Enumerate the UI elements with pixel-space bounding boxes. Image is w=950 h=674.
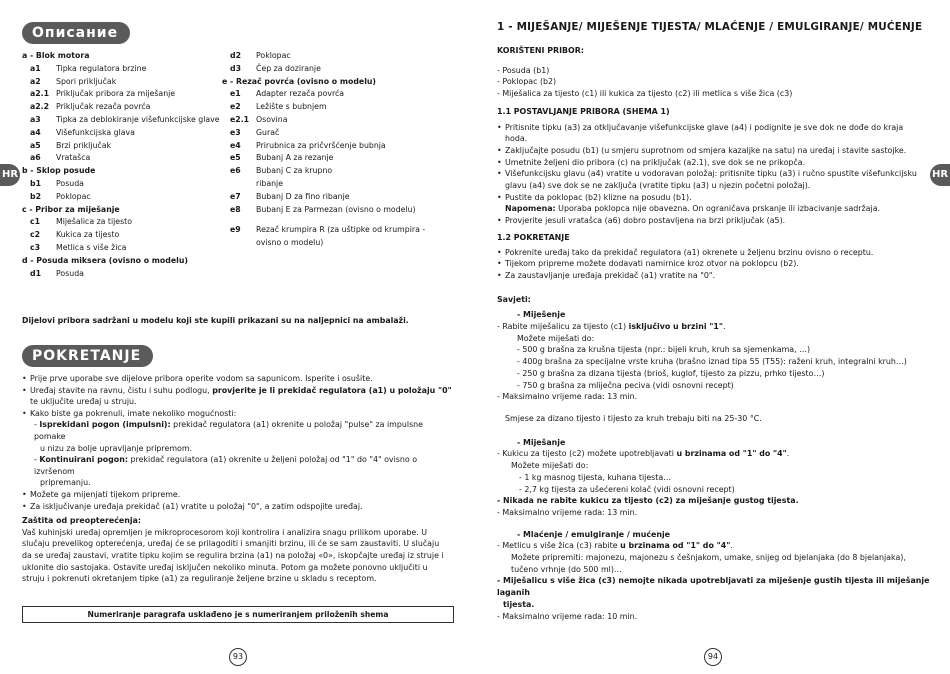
part-item — [222, 88, 425, 101]
part-code: a2.2 — [30, 102, 50, 112]
protection-line: da se uređaj zaustavi, vratite tipku kojim se regulira brzina (a1) na položaj «0», iskopčajte uređaj iz struje i — [22, 550, 444, 560]
tip-mixing-line4: - 2,7 kg tijesta za ušećereni kolač (vidi osnovni recept) — [519, 484, 735, 494]
protection-title: Zaštita od preopterećenja: — [22, 516, 142, 526]
part-label: Priključak pribora za miješanje — [56, 89, 176, 99]
part-item — [22, 140, 220, 153]
part-label: Posuda — [56, 178, 84, 188]
step-unlock: • Pritisnite tipku (a3) za otključavanje višefunkcijske glave (a4) i podignite je sve dok ne dođe do kraja — [497, 122, 933, 134]
part-code: e9 — [230, 225, 241, 235]
tip-whisking-line3: tučeno vrhnje (do 500 ml)… — [511, 564, 622, 574]
part-code: a5 — [30, 140, 41, 150]
tip-mixing-line3: - 1 kg masnog tijesta, kuhana tijesta… — [519, 472, 672, 482]
start-1: • Pokrenite uređaj tako da prekidač regulatora (a1) okrenete u željenu brzinu ovisno o receptu. — [497, 247, 933, 259]
part-label: Bubanj D za fino ribanje — [256, 191, 350, 201]
part-item — [222, 237, 425, 250]
parts-group-heading: e - Rezač povrća (ovisno o modelu) — [222, 76, 376, 86]
tip-mixing-line6: - Maksimalno vrijeme rada: 13 min. — [497, 507, 638, 517]
part-code: e2.1 — [230, 114, 250, 124]
page-number-left: 93 — [229, 648, 247, 666]
part-item — [22, 114, 220, 127]
part-label: Bubanj C za krupno — [256, 166, 333, 176]
part-label: Priključak rezača povrća — [56, 102, 151, 112]
parts-group-heading: a - Blok motora — [22, 51, 90, 60]
part-item — [222, 127, 425, 140]
part-label: Bubanj A za rezanje — [256, 153, 334, 163]
tip-whisking-title: - Mlaćenje / emulgiranje / mućenje — [517, 529, 671, 539]
step-lid: • Pustite da poklopac (b2) klizne na posudu (b1). — [497, 192, 933, 204]
part-code: a6 — [30, 153, 41, 163]
part-code: a4 — [30, 127, 41, 137]
part-item — [222, 178, 425, 191]
tip-mixing-title: - Miješanje — [517, 437, 566, 447]
used-accessories-title: KORIŠTENI PRIBOR: — [497, 46, 584, 55]
tip-kneading-line7: - Maksimalno vrijeme rada: 13 min. — [497, 392, 638, 402]
part-code: e5 — [230, 153, 241, 163]
bullet-wash: • Prije prve uporabe sve dijelove pribora operite vodom sa sapunicom. Isperite i osušite. — [22, 373, 456, 385]
step-unlock-cont: hoda. — [505, 134, 528, 144]
parts-list-col2 — [222, 50, 425, 250]
section-1-1-title: 1.1 POSTAVLJANJE PRIBORA (SHEMA 1) — [497, 106, 670, 116]
step-lower-head-cont: glavu (a4) sve dok se ne zaključa (vratite tipku (a3) u njezin početni položaj). — [505, 181, 811, 191]
tip-whisking-line5: tijesta. — [503, 599, 535, 609]
tip-kneading-line3: - 500 g brašna za krušna tijesta (npr.: bijeli kruh, kruh sa sjemenkama, …) — [517, 345, 811, 355]
part-code: a1 — [30, 63, 41, 73]
part-item — [22, 63, 220, 76]
parts-group-heading: d - Posuda miksera (ovisno o modelu) — [22, 255, 188, 265]
part-label: Spori priključak — [56, 76, 117, 86]
numbering-note-box: Numeriranje paragrafa usklađeno je s numeriranjem priloženih shema — [22, 606, 454, 623]
part-code: e3 — [230, 127, 241, 137]
tip-mixing-line2: Možete miješati do: — [511, 461, 589, 471]
step-insert: • Umetnite željeni dio pribora (c) na priključak (a2.1), sve dok se ne prikopča. — [497, 157, 933, 169]
step-note: Napomena: Uporaba poklopca nije obavezna. On ograničava prskanje ili izbacivanje sadržaja. — [505, 204, 881, 214]
part-code: e1 — [230, 89, 241, 99]
part-label: Adapter rezača povrća — [256, 89, 345, 99]
part-label: Rezač krumpira R (za uštipke od krumpira - — [256, 225, 426, 235]
part-code: d3 — [230, 63, 242, 73]
part-label: Bubanj E za Parmezan (ovisno o modelu) — [256, 204, 416, 214]
tip-mixing-line5: - Nikada ne rabite kukicu za tijesto (c2) za miješanje gustog tijesta. — [497, 496, 799, 506]
bullet-off: • Za isključivanje uređaja prekidač (a1) vratite u položaj "0", a zatim odspojite uređaj. — [22, 501, 456, 513]
part-code: d1 — [30, 268, 42, 278]
bullet-options: • Kako biste ga pokrenuli, imate nekoliko mogućnosti: — [22, 408, 456, 420]
part-label: Tipka za deblokiranje višefunkcijske glave — [56, 114, 220, 124]
part-item — [22, 101, 220, 114]
language-tab-left: HR — [0, 164, 20, 186]
step-lower-head: • Višefunkcijsku glavu (a4) vratite u vodoravan položaj: pritisnite tipku (a3) i ručno spustite višefunkcijsku — [497, 168, 933, 180]
section-title-description: Описание — [22, 22, 130, 44]
right-content — [497, 45, 933, 622]
part-item — [22, 229, 220, 242]
part-item — [22, 152, 220, 165]
tip-kneading-line4: - 400g brašna za specijalne vrste kruha (brašno iznad tipa 55 (T55): raženi kruh, integralni kruh…) — [517, 357, 907, 367]
part-item — [222, 204, 425, 217]
part-label: Višefunkcijska glava — [56, 127, 135, 137]
protection-line: Vaš kuhinjski uređaj opremljen je mikroprocesorom koji kontrolira i analizira snagu prilikom uporabe. U — [22, 527, 427, 537]
section-title-startup: POKRETANJE — [22, 345, 153, 367]
part-code: e7 — [230, 191, 241, 201]
part-item — [22, 178, 220, 191]
part-item — [222, 114, 425, 127]
part-item — [222, 50, 425, 63]
main-title: 1 - MIJEŠANJE/ MIJEŠENJE TIJESTA/ MLAĆENJE / EMULGIRANJE/ MUĆENJE — [497, 21, 923, 33]
part-label: Osovina — [256, 114, 288, 124]
tip-whisking-line4: - Miješalicu s više žica (c3) nemojte nikada upotrebljavati za miješenje gustih tijesta ili miješanje laganih — [497, 576, 930, 598]
start-3: • Za zaustavljanje uređaja prekidač (a1) vratite na "0". — [497, 270, 933, 282]
parts-group-heading: b - Sklop posude — [22, 166, 96, 176]
part-item — [222, 63, 425, 76]
spacer — [222, 216, 425, 224]
part-label: Brzi priključak — [56, 140, 111, 150]
step-check-door: • Provjerite jesuli vratašca (a6) dobro postavljena na brzi priključak (a5). — [497, 215, 933, 227]
part-item — [22, 191, 220, 204]
part-item — [22, 127, 220, 140]
tip-whisking-line2: Možete pripremiti: majonezu, majonezu s češnjakom, umake, snijeg od bjelanjaka (do 8 bjelanjaka), — [511, 553, 906, 563]
part-item — [22, 76, 220, 89]
part-code: e6 — [230, 166, 241, 176]
tip-mixing-line1: - Kukicu za tijesto (c2) možete upotrebljavati u brzinama od "1" do "4". — [497, 449, 790, 459]
tip-whisking-line6: - Maksimalno vrijeme rada: 10 min. — [497, 611, 638, 621]
parts-note: Dijelovi pribora sadržani u modelu koji ste kupili prikazani su na naljepnici na ambalaži. — [22, 316, 409, 325]
tip-kneading-line1: - Rabite miješalicu za tijesto (c1) isključivo u brzini "1". — [497, 322, 726, 332]
tip-kneading-title: - Miješenje — [517, 310, 566, 320]
tip-kneading-line5: - 250 g brašna za dizana tijesta (brioš, kuglof, tijesto za pizzu, prhko tijesto…) — [517, 368, 825, 378]
part-item — [22, 268, 220, 281]
step-lock-bowl: • Zaključajte posudu (b1) (u smjeru suprotnom od smjera kazaljke na satu) na uređaj i stavite sastojke. — [497, 145, 933, 157]
protection-line: struju i pokrenuti okretanjem tipke (a1) za reguliranje željene brzine u skladu s receptom. — [22, 574, 377, 584]
part-label: ovisno o modelu) — [256, 238, 324, 248]
part-code: d2 — [230, 51, 242, 60]
part-code: a2.1 — [30, 89, 50, 99]
part-code: a2 — [30, 76, 41, 86]
used-accessory-item: - Miješalica za tijesto (c1) ili kukica za tijesto (c2) ili metlica s više žica (c3) — [497, 89, 793, 99]
start-2: • Tijekom pripreme možete dodavati namirnice kroz otvor na poklopcu (b2). — [497, 258, 933, 270]
parts-group-heading: c - Pribor za miješanje — [22, 204, 120, 214]
tip-whisking-line1: - Metlicu s više žica (c3) rabite u brzinama od "1" do "4". — [497, 541, 733, 551]
part-label: Poklopac — [256, 51, 291, 60]
bullet-change: • Možete ga mijenjati tijekom pripreme. — [22, 489, 456, 501]
part-code: e4 — [230, 140, 241, 150]
part-item — [222, 101, 425, 114]
protection-line: slučaju prevelikog opterećenja, uređaj će se prilagoditi i smanjiti brzinu, ili će se sam zaustaviti. U slučaju — [22, 539, 440, 549]
part-item — [22, 242, 220, 255]
part-code: c2 — [30, 230, 41, 240]
part-label: ribanje — [256, 178, 284, 188]
option-continuous: - Kontinuirani pogon: prekidač regulatora (a1) okrenite u željeni položaj od "1" do "4" ovisno o izvršenom — [34, 455, 418, 476]
option-pulse-cont: u nizu za bolje upravljanje pripremom. — [40, 443, 193, 453]
part-code: c3 — [30, 242, 41, 252]
part-item — [222, 191, 425, 204]
part-label: Posuda — [56, 268, 84, 278]
protection-line: uklonite dio sastojaka. Ostavite uređaj isključen nekoliko minuta. Potom ga možete ponovno uključiti u — [22, 562, 428, 572]
option-pulse: - Isprekidani pogon (impulsni): prekidač regulatora (a1) okrenite u položaj "pulse" za impulsne pomake — [34, 420, 424, 441]
part-item — [22, 216, 220, 229]
startup-instructions — [22, 373, 456, 585]
part-label: Čep za doziranje — [256, 63, 321, 73]
part-label: Ležište s bubnjem — [256, 102, 327, 112]
section-1-2-title: 1.2 POKRETANJE — [497, 232, 570, 242]
tips-title: Savjeti: — [497, 294, 531, 304]
right-page — [475, 0, 950, 674]
tip-kneading-line6: - 750 g brašna za mliječna peciva (vidi osnovni recept) — [517, 380, 734, 390]
part-item — [222, 152, 425, 165]
used-accessory-item: - Poklopac (b2) — [497, 77, 557, 87]
part-label: Kukica za tijesto — [56, 230, 120, 240]
temperature-note: Smjese za dizano tijesto i tijesto za kruh trebaju biti na 25-30 °C. — [505, 413, 762, 423]
protection-text — [22, 527, 456, 585]
part-label: Poklopac — [56, 191, 91, 201]
bullet-place: • Uređaj stavite na ravnu, čistu i suhu podlogu, provjerite je li prekidač regulatora (a1) u položaju "0" te uključite uređaj u struju. — [22, 385, 456, 408]
language-tab-right: HR — [930, 164, 950, 186]
page-number-right: 94 — [704, 648, 722, 666]
part-code: a3 — [30, 114, 41, 124]
part-label: Prirubnica za pričvršćenje bubnja — [256, 140, 386, 150]
part-code: b2 — [30, 191, 42, 201]
part-code: e8 — [230, 204, 241, 214]
part-item — [222, 140, 425, 153]
used-accessories-list — [497, 65, 933, 100]
part-code: e2 — [230, 102, 241, 112]
option-continuous-cont: pripremanju. — [40, 478, 91, 488]
part-item — [22, 88, 220, 101]
part-label: Metlica s više žica — [56, 242, 127, 252]
part-code: b1 — [30, 178, 42, 188]
part-item — [222, 224, 425, 237]
parts-list-col1 — [22, 50, 220, 280]
part-label: Tipka regulatora brzine — [56, 63, 147, 73]
part-label: Vratašca — [56, 153, 91, 163]
used-accessory-item: - Posuda (b1) — [497, 65, 550, 75]
part-label: Gurač — [256, 127, 280, 137]
part-code: c1 — [30, 217, 41, 227]
part-label: Miješalica za tijesto — [56, 217, 132, 227]
tip-kneading-line2: Možete miješati do: — [517, 333, 595, 343]
part-item — [222, 165, 425, 178]
